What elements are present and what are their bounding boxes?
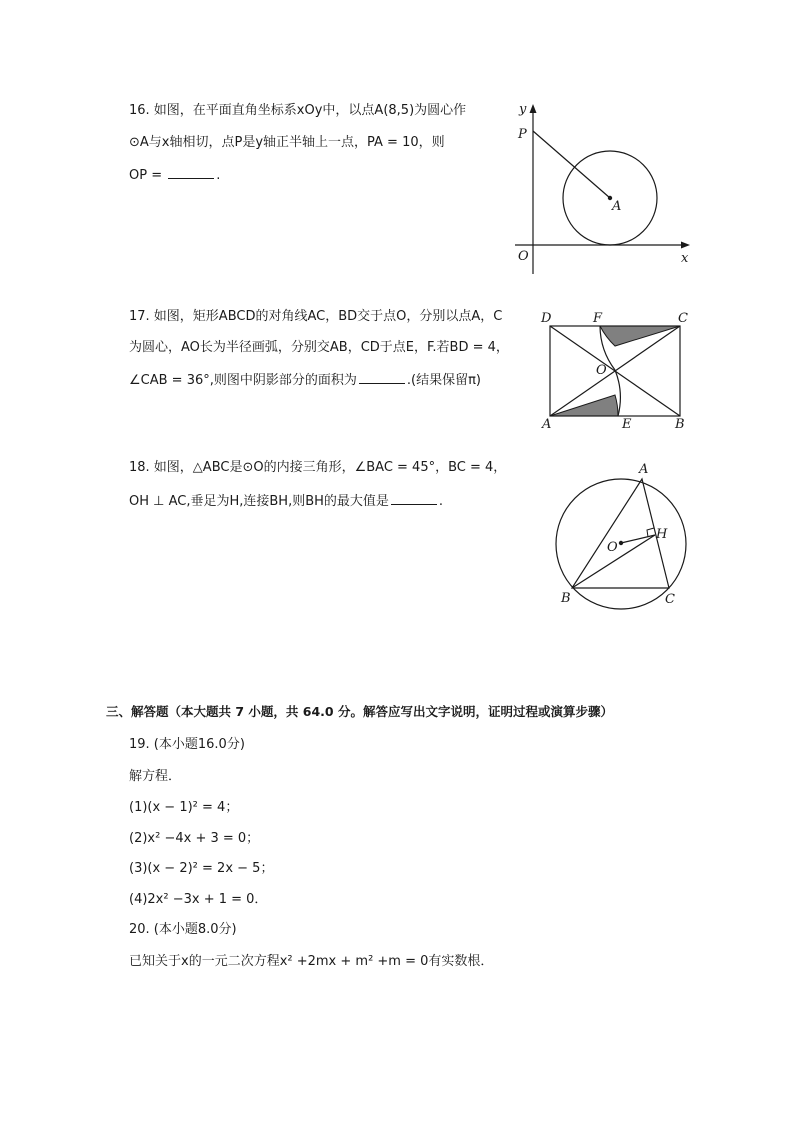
q16-line3 <box>129 165 220 185</box>
q16-label-o: O <box>518 249 529 264</box>
q16-answer-blank <box>168 165 214 179</box>
q17-label-f: F <box>593 311 603 326</box>
q18-label-c: C <box>665 592 675 607</box>
q19-instruction: 解方程． <box>129 769 182 784</box>
q18-label-b: B <box>561 591 571 606</box>
q17-line1: 17. 如图，矩形ABCD的对角线AC，BD交于点O，分别以点A，C <box>129 309 503 324</box>
q18-label-a: A <box>639 462 649 477</box>
q17-label-d: D <box>541 311 552 326</box>
q19-header: 19. (本小题16.0分) <box>129 737 245 752</box>
q16-line1: 16. 如图，在平面直角坐标系xOy中，以点A(8,5)为圆心作 <box>129 103 467 118</box>
q17-label-a: A <box>542 417 552 432</box>
q20-text: 已知关于x的一元二次方程x² +2mx + m² +m = 0有实数根． <box>129 954 494 969</box>
q18-line1: 18. 如图，△ABC是⊙O的内接三角形，∠BAC = 45°，BC = 4， <box>129 460 507 475</box>
q16-y-arrow <box>530 104 537 113</box>
q16-x-arrow <box>681 242 690 249</box>
q16-line2: ⊙A与x轴相切，点P是y轴正半轴上一点，PA = 10，则 <box>129 135 445 150</box>
q18-triangle-abc <box>572 479 669 588</box>
q16-figure <box>505 98 700 280</box>
section3-title: 三、解答题（本大题共 7 小题，共 64.0 分。解答应写出文字说明，证明过程或演算步骤） <box>106 704 613 719</box>
q17-shaded-region-lower <box>550 395 618 416</box>
q17-label-c: C <box>678 311 688 326</box>
q17-shaded-region-upper <box>600 326 680 346</box>
q16-line3-prefix: OP = <box>129 168 167 183</box>
q17-label-b: B <box>675 417 685 432</box>
q18-line2 <box>129 491 443 511</box>
q17-figure <box>535 305 700 435</box>
q16-segment-pa <box>533 131 610 198</box>
q19-item-3: (3)(x − 2)² = 2x − 5； <box>129 861 274 876</box>
q17-answer-blank <box>359 370 405 384</box>
q17-label-o: O <box>596 363 607 378</box>
q17-line3-suffix: .(结果保留π) <box>406 373 481 388</box>
q18-label-o: O <box>607 540 618 555</box>
q16-label-p: P <box>518 127 527 142</box>
q20-header: 20. (本小题8.0分) <box>129 922 237 937</box>
q18-point-o <box>619 541 623 545</box>
q19-item-2: (2)x² −4x + 3 = 0； <box>129 831 260 846</box>
q18-figure <box>545 458 705 610</box>
q16-label-y: y <box>519 102 527 117</box>
q17-line2: 为圆心，AO长为半径画弧，分别交AB，CD于点E，F.若BD = 4， <box>129 340 509 355</box>
q17-line3 <box>129 370 481 390</box>
q19-item-4: (4)2x² −3x + 1 = 0． <box>129 892 268 907</box>
q16-line3-suffix: . <box>216 168 221 183</box>
q18-line2-prefix: OH ⊥ AC,垂足为H,连接BH,则BH的最大值是 <box>129 494 389 509</box>
q16-label-a: A <box>612 199 622 214</box>
q16-label-x: x <box>681 251 689 266</box>
q18-answer-blank <box>391 491 437 505</box>
q18-line2-suffix: . <box>438 494 444 509</box>
q17-line3-prefix: ∠CAB = 36°,则图中阴影部分的面积为 <box>129 373 357 388</box>
q18-label-h: H <box>656 527 668 542</box>
q17-label-e: E <box>622 417 632 432</box>
q19-item-1: (1)(x − 1)² = 4； <box>129 800 239 815</box>
q18-segment-oh <box>621 535 655 543</box>
